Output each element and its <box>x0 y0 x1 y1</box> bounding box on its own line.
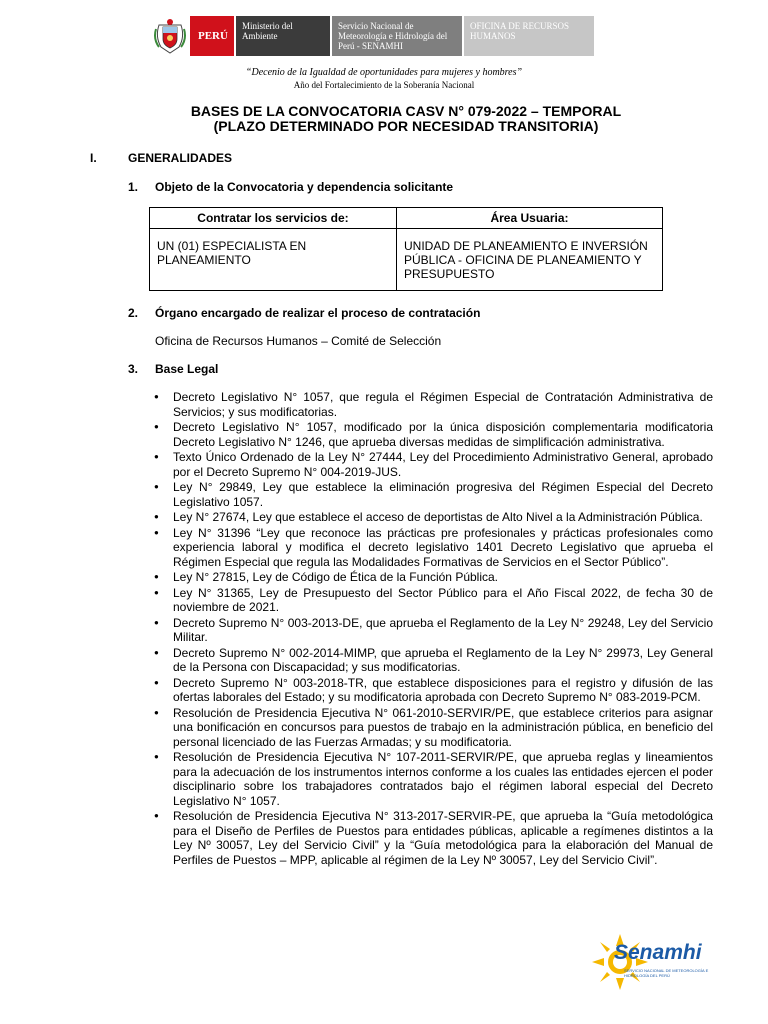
list-item: ● Decreto Legislativo N° 1057, modificado por la única disposición complementaria modificatoria Decreto Legislativo N° 1246, que aprueba diversas medidas de simplificación administrativa. <box>154 420 713 449</box>
list-item: ● Ley N° 29849, Ley que establece la eliminación progresiva del Régimen Especial del Decreto Legislativo 1057. <box>154 480 713 509</box>
list-item: ● Resolución de Presidencia Ejecutiva N° 313-2017-SERVIR-PE, que aprueba la “Guía metodológica para el Diseño de Perfiles de Puestos para entidades públicas, aplicable a regímenes distintos a la Ley Nº 30057, Ley del Servicio Civil” y la “Guía metodológica para la elaboración del Manual de Perfiles de Puestos – MPP, aplicable al régimen de la Ley Nº 30057, Ley del Servicio Civil”. <box>154 809 713 867</box>
anio-text: Año del Fortalecimiento de la Soberanía Nacional <box>293 80 475 90</box>
list-item: ● Ley N° 31365, Ley de Presupuesto del Sector Público para el Año Fiscal 2022, de fecha 30 de noviembre de 2021. <box>154 586 713 615</box>
oficina-label: OFICINA DE RECURSOS HUMANOS <box>464 16 594 56</box>
senamhi-label: Servicio Nacional de Meteorología e Hidrología del Perú - SENAMHI <box>332 16 462 56</box>
list-item: ● Decreto Legislativo N° 1057, que regula el Régimen Especial de Contratación Administrativa de Servicios; y sus modificatorias. <box>154 390 713 419</box>
objeto-table <box>149 207 663 291</box>
senamhi-tagline: SERVICIO NACIONAL DE METEOROLOGÍA E HIDROLOGÍA DEL PERÚ <box>624 968 709 978</box>
header-banner <box>150 16 594 56</box>
list-item: ● Texto Único Ordenado de la Ley N° 27444, Ley del Procedimiento Administrativo General, aprobado por el Decreto Supremo N° 004-2019-JUS. <box>154 450 713 479</box>
table-header-area: Área Usuaria: <box>397 208 663 229</box>
section-1-number: I. <box>90 151 97 165</box>
table-cell-area: UNIDAD DE PLANEAMIENTO E INVERSIÓN PÚBLICA - OFICINA DE PLANEAMIENTO Y PRESUPUESTO <box>397 229 663 291</box>
coat-of-arms-icon <box>150 16 190 56</box>
list-item: ● Decreto Supremo N° 002-2014-MIMP, que aprueba el Reglamento de la Ley N° 29973, Ley General de la Persona con Discapacidad; y sus modificatorias. <box>154 646 713 675</box>
item-2-number: 2. <box>128 306 139 320</box>
decenio-text: “Decenio de la Igualdad de oportunidades para mujeres y hombres” <box>245 67 523 78</box>
section-1-heading: GENERALIDADES <box>128 151 233 165</box>
item-1-number: 1. <box>128 180 139 194</box>
list-item: ● Resolución de Presidencia Ejecutiva N° 107-2011-SERVIR/PE, que aprueba reglas y lineamientos para la adecuación de los instrumentos internos conforme a los cuales las entidades ejercen el poder disciplinario sobre los trabajadores contratados bajo el régimen laboral especial del Decreto Legislativo N° 1057. <box>154 750 713 808</box>
item-2-text: Oficina de Recursos Humanos – Comité de Selección <box>155 334 442 348</box>
senamhi-wordmark: Senamhi <box>614 941 702 964</box>
list-item: ● Ley N° 27674, Ley que establece el acceso de deportistas de Alto Nivel a la Administración Pública. <box>154 510 713 525</box>
item-3-number: 3. <box>128 362 139 376</box>
title-line-1: BASES DE LA CONVOCATORIA CASV N° 079-2022 – TEMPORAL <box>190 103 622 119</box>
list-item: ● Decreto Supremo N° 003-2018-TR, que establece disposiciones para el registro y difusión de las ofertas laborales del Estado; y su modificatoria aprobada con Decreto Supremo N° 083-2019-PCM. <box>154 676 713 705</box>
page-title <box>0 104 768 134</box>
list-item: ● Resolución de Presidencia Ejecutiva N° 061-2010-SERVIR/PE, que establece criterios para asignar una bonificación en concursos para puestos de trabajo en la administración pública, en beneficio del personal licenciado de las Fuerzas Armadas; y su modificatoria. <box>154 706 713 750</box>
ministerio-label: Ministerio del Ambiente <box>236 16 330 56</box>
title-line-2: (PLAZO DETERMINADO POR NECESIDAD TRANSITORIA) <box>213 118 599 134</box>
list-item: ● Ley N° 27815, Ley de Código de Ética de la Función Pública. <box>154 570 713 585</box>
table-header-servicios: Contratar los servicios de: <box>150 208 397 229</box>
item-1-heading: Objeto de la Convocatoria y dependencia solicitante <box>155 180 454 194</box>
item-2-heading: Órgano encargado de realizar el proceso de contratación <box>155 306 481 320</box>
peru-label: PERÚ <box>190 16 234 56</box>
list-item: ● Decreto Supremo N° 003-2013-DE, que aprueba el Reglamento de la Ley N° 29248, Ley del Servicio Militar. <box>154 616 713 645</box>
base-legal-list <box>154 390 713 868</box>
list-item: ● Ley N° 31396 “Ley que reconoce las prácticas pre profesionales y prácticas profesionales como experiencia laboral y modifica el decreto legislativo 1401 Decreto Legislativo que aprueba el Régimen Especial que regula las Modalidades Formativas de Servicios en el Sector Público”. <box>154 526 713 570</box>
item-3-heading: Base Legal <box>155 362 219 376</box>
senamhi-logo <box>590 932 720 992</box>
table-cell-servicios: UN (01) ESPECIALISTA EN PLANEAMIENTO <box>150 229 397 291</box>
